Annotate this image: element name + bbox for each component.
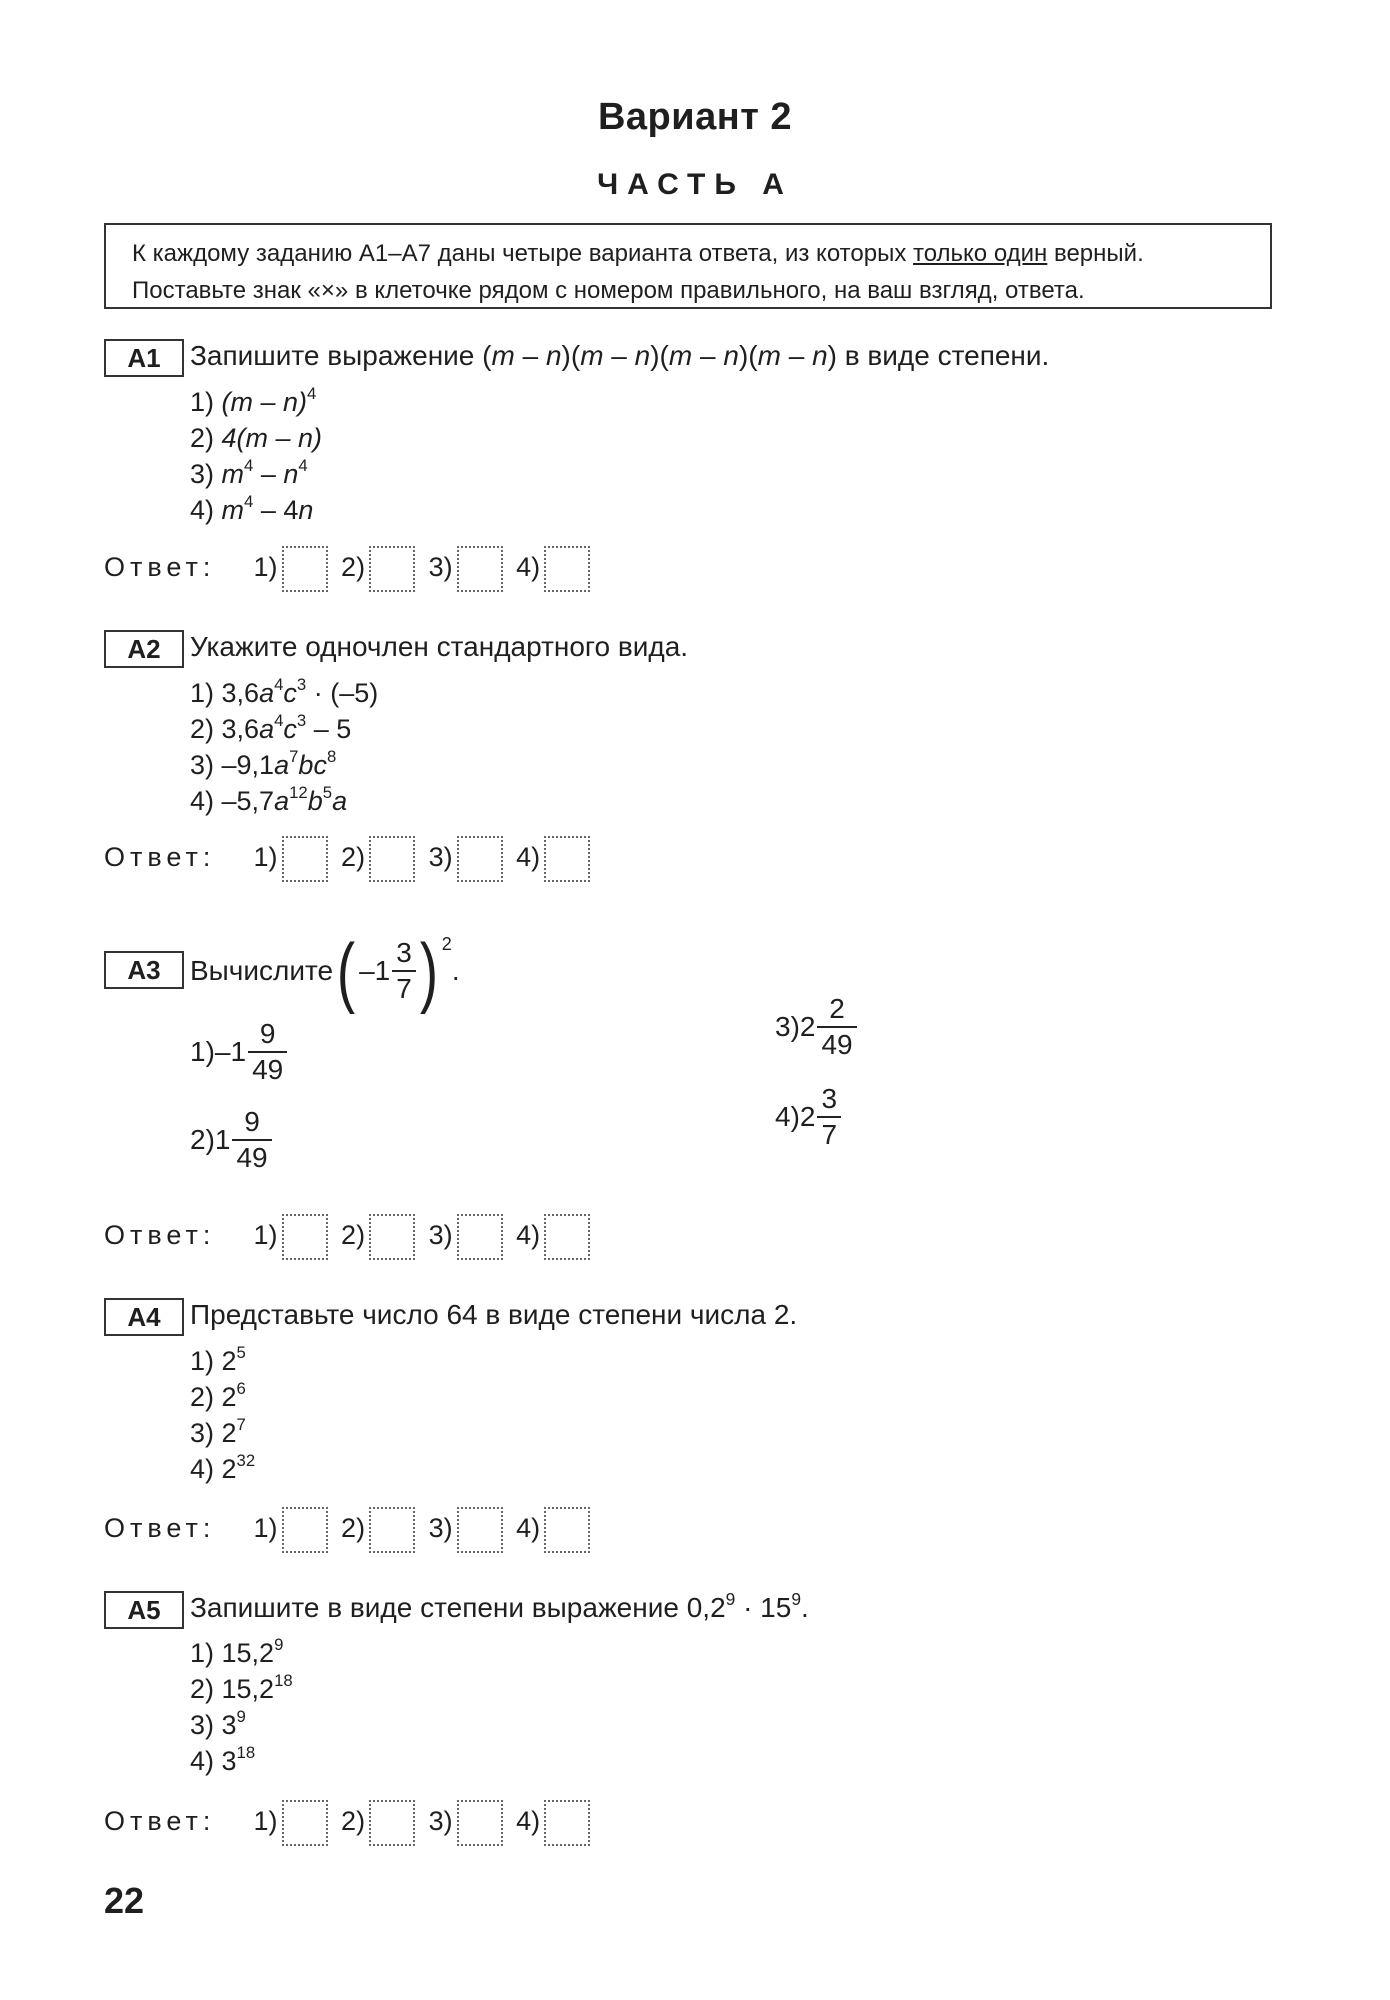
task-a3-option-1: 1) –1 $\frac{9}{49}$: [190, 1020, 287, 1084]
answer-checkbox-a3-4[interactable]: [544, 1214, 590, 1260]
task-a1-option-3: 3) $m^4 - n^4$: [190, 456, 308, 489]
task-a2-option-4: 4) $-5,7a^{12}b^5a$: [190, 783, 348, 816]
task-a2-question: Укажите одночлен стандартного вида.: [190, 631, 689, 662]
instructions-line-1: К каждому заданию А1–А7 даны четыре варианта ответа, из которых только один верный.: [132, 240, 1144, 267]
task-a1-option-4: 4) $m^4 - 4n$: [190, 492, 314, 525]
answer-row-a2: Ответ: 1) 2) 3) 4): [104, 836, 596, 882]
answer-row-a1: Ответ: 1) 2) 3) 4): [104, 546, 596, 592]
task-a5-question: Запишите в виде степени выражение $0,2^9 \cdot 15^9$.: [190, 1588, 809, 1623]
task-a2-option-2: 2) $3,6a^4c^3 - 5$: [190, 711, 352, 744]
answer-checkbox-a2-2[interactable]: [369, 836, 415, 882]
answer-checkbox-a4-1[interactable]: [282, 1507, 328, 1553]
page-number: 22: [104, 1880, 145, 1921]
task-a4-option-1: 1) $2^5$: [190, 1343, 246, 1376]
fraction: $\frac{3}{7}$: [392, 939, 416, 1003]
task-tag-a5: А5: [104, 1591, 184, 1629]
task-a3-option-4: 4) 2 $\frac{3}{7}$: [775, 1085, 841, 1149]
task-tag-a2: А2: [104, 630, 184, 668]
answer-checkbox-a3-1[interactable]: [282, 1214, 328, 1260]
task-a1-option-1: 1) (m – n)$^4$: [190, 384, 317, 417]
task-a2-option-1: 1) $3,6a^4c^3 \cdot (-5)$: [190, 675, 379, 708]
answer-row-a4: Ответ: 1) 2) 3) 4): [104, 1507, 596, 1553]
answer-checkbox-a3-3[interactable]: [457, 1214, 503, 1260]
answer-checkbox-a1-4[interactable]: [544, 546, 590, 592]
answer-checkbox-a4-4[interactable]: [544, 1507, 590, 1553]
instructions-box: [104, 223, 1272, 309]
task-a5-option-1: 1) 15,2$^9$: [190, 1635, 284, 1668]
page-title: Вариант 2: [597, 96, 793, 138]
answer-checkbox-a5-1[interactable]: [282, 1800, 328, 1846]
answer-checkbox-a1-1[interactable]: [282, 546, 328, 592]
instructions-line-2: Поставьте знак «×» в клеточке рядом с номером правильного, на ваш взгляд, ответа.: [132, 277, 1085, 304]
task-tag-a3: А3: [104, 951, 184, 989]
task-a3-option-3: 3) 2 $\frac{2}{49}$: [775, 995, 857, 1059]
task-tag-a1: А1: [104, 339, 184, 377]
task-a1-option-2: 2) 4(m – n): [190, 423, 323, 453]
answer-checkbox-a5-3[interactable]: [457, 1800, 503, 1846]
answer-checkbox-a1-3[interactable]: [457, 546, 503, 592]
answer-row-a3: Ответ: 1) 2) 3) 4): [104, 1214, 596, 1260]
task-a4-option-2: 2) $2^6$: [190, 1379, 246, 1412]
task-a3-option-2: 2) 1 $\frac{9}{49}$: [190, 1108, 272, 1172]
answer-checkbox-a4-3[interactable]: [457, 1507, 503, 1553]
task-a5-option-4: 4) $3^{18}$: [190, 1743, 256, 1776]
answer-checkbox-a2-3[interactable]: [457, 836, 503, 882]
answer-checkbox-a2-1[interactable]: [282, 836, 328, 882]
part-heading: ЧАСТЬ А: [597, 168, 793, 201]
answer-checkbox-a3-2[interactable]: [369, 1214, 415, 1260]
answer-row-a5: Ответ: 1) 2) 3) 4): [104, 1800, 596, 1846]
task-tag-a4: А4: [104, 1298, 184, 1336]
task-a4-option-4: 4) $2^{32}$: [190, 1451, 256, 1484]
answer-checkbox-a1-2[interactable]: [369, 546, 415, 592]
task-a4-question: Представьте число 64 в виде степени числа 2.: [190, 1299, 798, 1330]
task-a4-option-3: 3) $2^7$: [190, 1415, 246, 1448]
answer-checkbox-a2-4[interactable]: [544, 836, 590, 882]
task-a1-question: Запишите выражение (m – n)(m – n)(m – n)(m – n) в виде степени.: [190, 340, 1050, 371]
task-a5-option-3: 3) $3^9$: [190, 1707, 246, 1740]
task-a3-question: Вычислите ( –1 $\frac{3}{7}$ ) 2 .: [190, 927, 460, 1015]
answer-checkbox-a4-2[interactable]: [369, 1507, 415, 1553]
task-a2-option-3: 3) $-9,1a^7bc^8$: [190, 747, 337, 780]
task-a5-option-2: 2) 15,2$^{18}$: [190, 1671, 293, 1704]
answer-checkbox-a5-2[interactable]: [369, 1800, 415, 1846]
answer-checkbox-a5-4[interactable]: [544, 1800, 590, 1846]
